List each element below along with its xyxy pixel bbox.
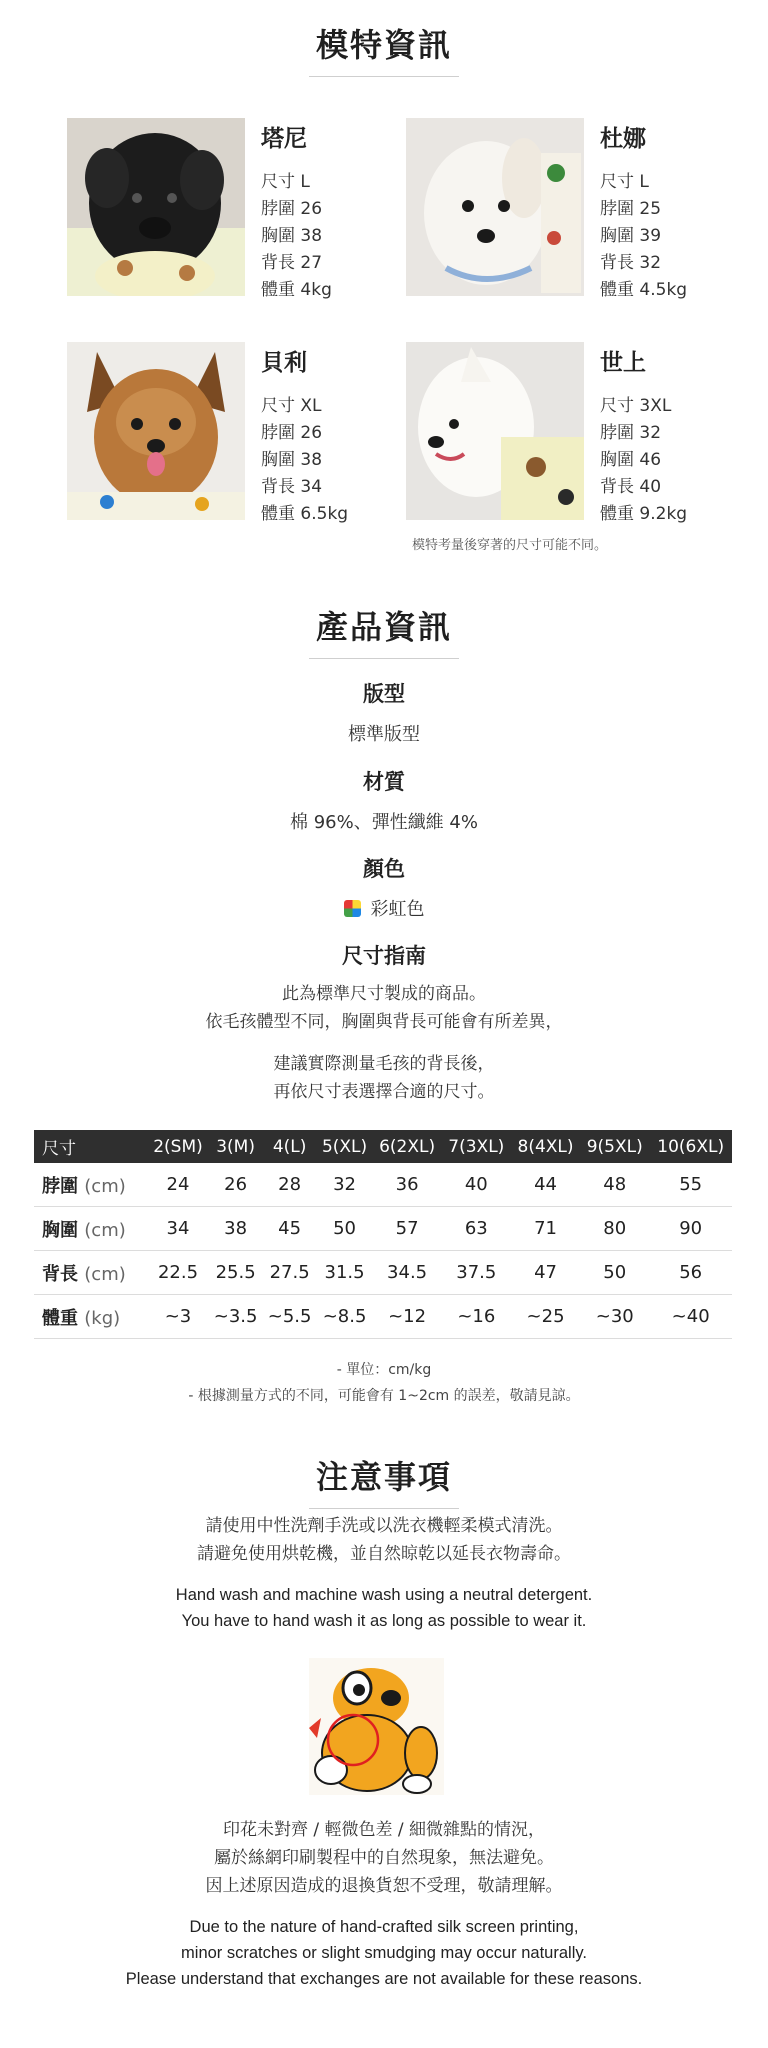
model-weight: 體重 6.5kg [261,504,349,524]
table-cell: 57 [372,1207,441,1251]
size-guide-label: 尺寸指南 [342,944,426,968]
row-label: 胸圍 (cm) [34,1207,147,1251]
table-row [34,1163,732,1207]
model-neck: 脖圍 26 [261,423,323,443]
model-info-3 [261,342,348,528]
size-col: 6(2XL) [372,1130,441,1163]
table-cell: 55 [649,1163,732,1207]
table-cell: 90 [649,1207,732,1251]
table-cell: ~40 [649,1295,732,1339]
table-notes [0,1357,768,1409]
table-cell: 47 [511,1251,580,1295]
size-col: 9(5XL) [580,1130,649,1163]
table-cell: 50 [580,1251,649,1295]
model-chest: 胸圍 38 [261,450,323,470]
print-en-line: minor scratches or slight smudging may occur naturally. [181,1944,587,1962]
product-header [0,602,768,659]
table-cell: 22.5 [147,1251,208,1295]
size-col: 5(XL) [317,1130,373,1163]
print-detail-image [309,1658,444,1795]
care-zh-line: 請使用中性洗劑手洗或以洗衣機輕柔模式清洗。 [205,1516,563,1536]
model-info-4 [600,342,687,528]
size-col: 4(L) [263,1130,317,1163]
care-header [0,1452,768,1509]
care-en-line: Hand wash and machine wash using a neutral detergent. [175,1586,593,1604]
color-label: 顏色 [363,857,405,881]
care-zh-line: 請避免使用烘乾機，並自然晾乾以延長衣物壽命。 [197,1544,571,1564]
size-guide-block [0,940,768,1106]
model-size: 尺寸 L [261,172,310,192]
model-weight: 體重 4kg [261,280,332,300]
model-photo-black-poodle [67,118,245,296]
material-label: 材質 [363,770,405,794]
size-guide-advice-line: 建議實際測量毛孩的背長後， [273,1054,495,1074]
model-card-4 [406,342,726,522]
table-row [34,1207,732,1251]
size-col: 7(3XL) [442,1130,511,1163]
print-zh-line: 屬於絲網印刷製程中的自然現象，無法避免。 [214,1848,554,1868]
model-back: 背長 40 [600,477,662,497]
title-divider [309,658,459,659]
table-cell: 63 [442,1207,511,1251]
table-cell: 31.5 [317,1251,373,1295]
table-cell: 26 [209,1163,263,1207]
model-back: 背長 32 [600,253,662,273]
table-cell: 34.5 [372,1251,441,1295]
model-chest: 胸圍 46 [600,450,662,470]
model-info-2 [600,118,687,304]
table-cell: 44 [511,1163,580,1207]
unit-note: - 單位：cm/kg [336,1362,432,1378]
size-col: 2(SM) [147,1130,208,1163]
model-back: 背長 27 [261,253,323,273]
print-en-line: Due to the nature of hand-crafted silk screen printing, [189,1918,579,1936]
fit-value: 標準版型 [348,724,420,745]
error-note: - 根據測量方式的不同，可能會有 1~2cm 的誤差，敬請見諒。 [188,1388,580,1404]
size-guide-line: 此為標準尺寸製成的商品。 [282,984,486,1004]
model-name: 世上 [600,350,646,376]
size-header-label: 尺寸 [34,1130,147,1163]
table-cell: 32 [317,1163,373,1207]
model-size: 尺寸 3XL [600,396,672,416]
table-cell: 34 [147,1207,208,1251]
color-value: 彩虹色 [370,899,425,920]
models-title: 模特資訊 [315,26,452,64]
print-zh [0,1816,768,1900]
model-chest: 胸圍 39 [600,226,662,246]
table-row [34,1251,732,1295]
table-row [34,1295,732,1339]
care-en-line: You have to hand wash it as long as possible to wear it. [181,1612,587,1630]
table-cell: 50 [317,1207,373,1251]
table-cell: 48 [580,1163,649,1207]
table-cell: 36 [372,1163,441,1207]
print-en [0,1914,768,1992]
table-cell: 25.5 [209,1251,263,1295]
table-cell: 27.5 [263,1251,317,1295]
model-size: 尺寸 L [600,172,649,192]
models-grid [0,0,768,553]
table-cell: ~25 [511,1295,580,1339]
table-cell: ~3.5 [209,1295,263,1339]
print-en-line: Please understand that exchanges are not available for these reasons. [125,1970,643,1988]
care-title: 注意事項 [315,1458,452,1496]
table-cell: 71 [511,1207,580,1251]
table-cell: 45 [263,1207,317,1251]
model-card-2 [406,118,726,298]
material-value: 棉 96%、彈性纖維 4% [289,812,478,833]
title-divider [309,1508,459,1509]
size-col: 3(M) [209,1130,263,1163]
color-block [0,853,768,921]
model-photo-white-maltese [406,118,584,296]
care-en [0,1582,768,1634]
table-cell: 37.5 [442,1251,511,1295]
model-card-3 [67,342,387,522]
model-size: 尺寸 XL [261,396,322,416]
fit-block [0,678,768,746]
size-guide-text [0,980,768,1036]
model-name: 貝利 [261,350,307,376]
table-cell: ~5.5 [263,1295,317,1339]
table-cell: 38 [209,1207,263,1251]
table-cell: ~16 [442,1295,511,1339]
table-cell: 80 [580,1207,649,1251]
print-zh-line: 因上述原因造成的退換貨恕不受理，敬請理解。 [205,1876,563,1896]
table-cell: ~30 [580,1295,649,1339]
material-block [0,766,768,834]
model-weight: 體重 4.5kg [600,280,688,300]
row-label: 體重 (kg) [34,1295,147,1339]
size-guide-advice [0,1050,768,1106]
model-info-1 [261,118,332,304]
product-title: 產品資訊 [315,608,452,646]
size-table [34,1130,732,1339]
rainbow-swatch-icon [344,900,361,917]
model-photo-yorkie [67,342,245,520]
table-cell: ~3 [147,1295,208,1339]
models-note: 模特考量後穿著的尺寸可能不同。 [412,538,608,553]
model-weight: 體重 9.2kg [600,504,688,524]
table-cell: 56 [649,1251,732,1295]
table-cell: 28 [263,1163,317,1207]
fit-label: 版型 [363,682,405,706]
size-col: 8(4XL) [511,1130,580,1163]
row-label: 脖圍 (cm) [34,1163,147,1207]
table-cell: 40 [442,1163,511,1207]
model-neck: 脖圍 25 [600,199,662,219]
model-card-1 [67,118,387,298]
size-guide-line: 依毛孩體型不同，胸圍與背長可能會有所差異， [205,1012,563,1032]
size-guide-advice-line: 再依尺寸表選擇合適的尺寸。 [273,1082,495,1102]
model-name: 杜娜 [600,126,646,152]
print-zh-line: 印花未對齊 / 輕微色差 / 細微雜點的情況， [222,1820,546,1840]
table-cell: ~12 [372,1295,441,1339]
table-cell: ~8.5 [317,1295,373,1339]
model-neck: 脖圍 26 [261,199,323,219]
table-cell: 24 [147,1163,208,1207]
model-chest: 胸圍 38 [261,226,323,246]
color-value-row [0,895,768,921]
size-col: 10(6XL) [649,1130,732,1163]
model-neck: 脖圍 32 [600,423,662,443]
model-photo-white-terrier [406,342,584,520]
row-label: 背長 (cm) [34,1251,147,1295]
care-zh [0,1512,768,1568]
model-back: 背長 34 [261,477,323,497]
model-name: 塔尼 [261,126,307,152]
size-table-header [34,1130,732,1163]
